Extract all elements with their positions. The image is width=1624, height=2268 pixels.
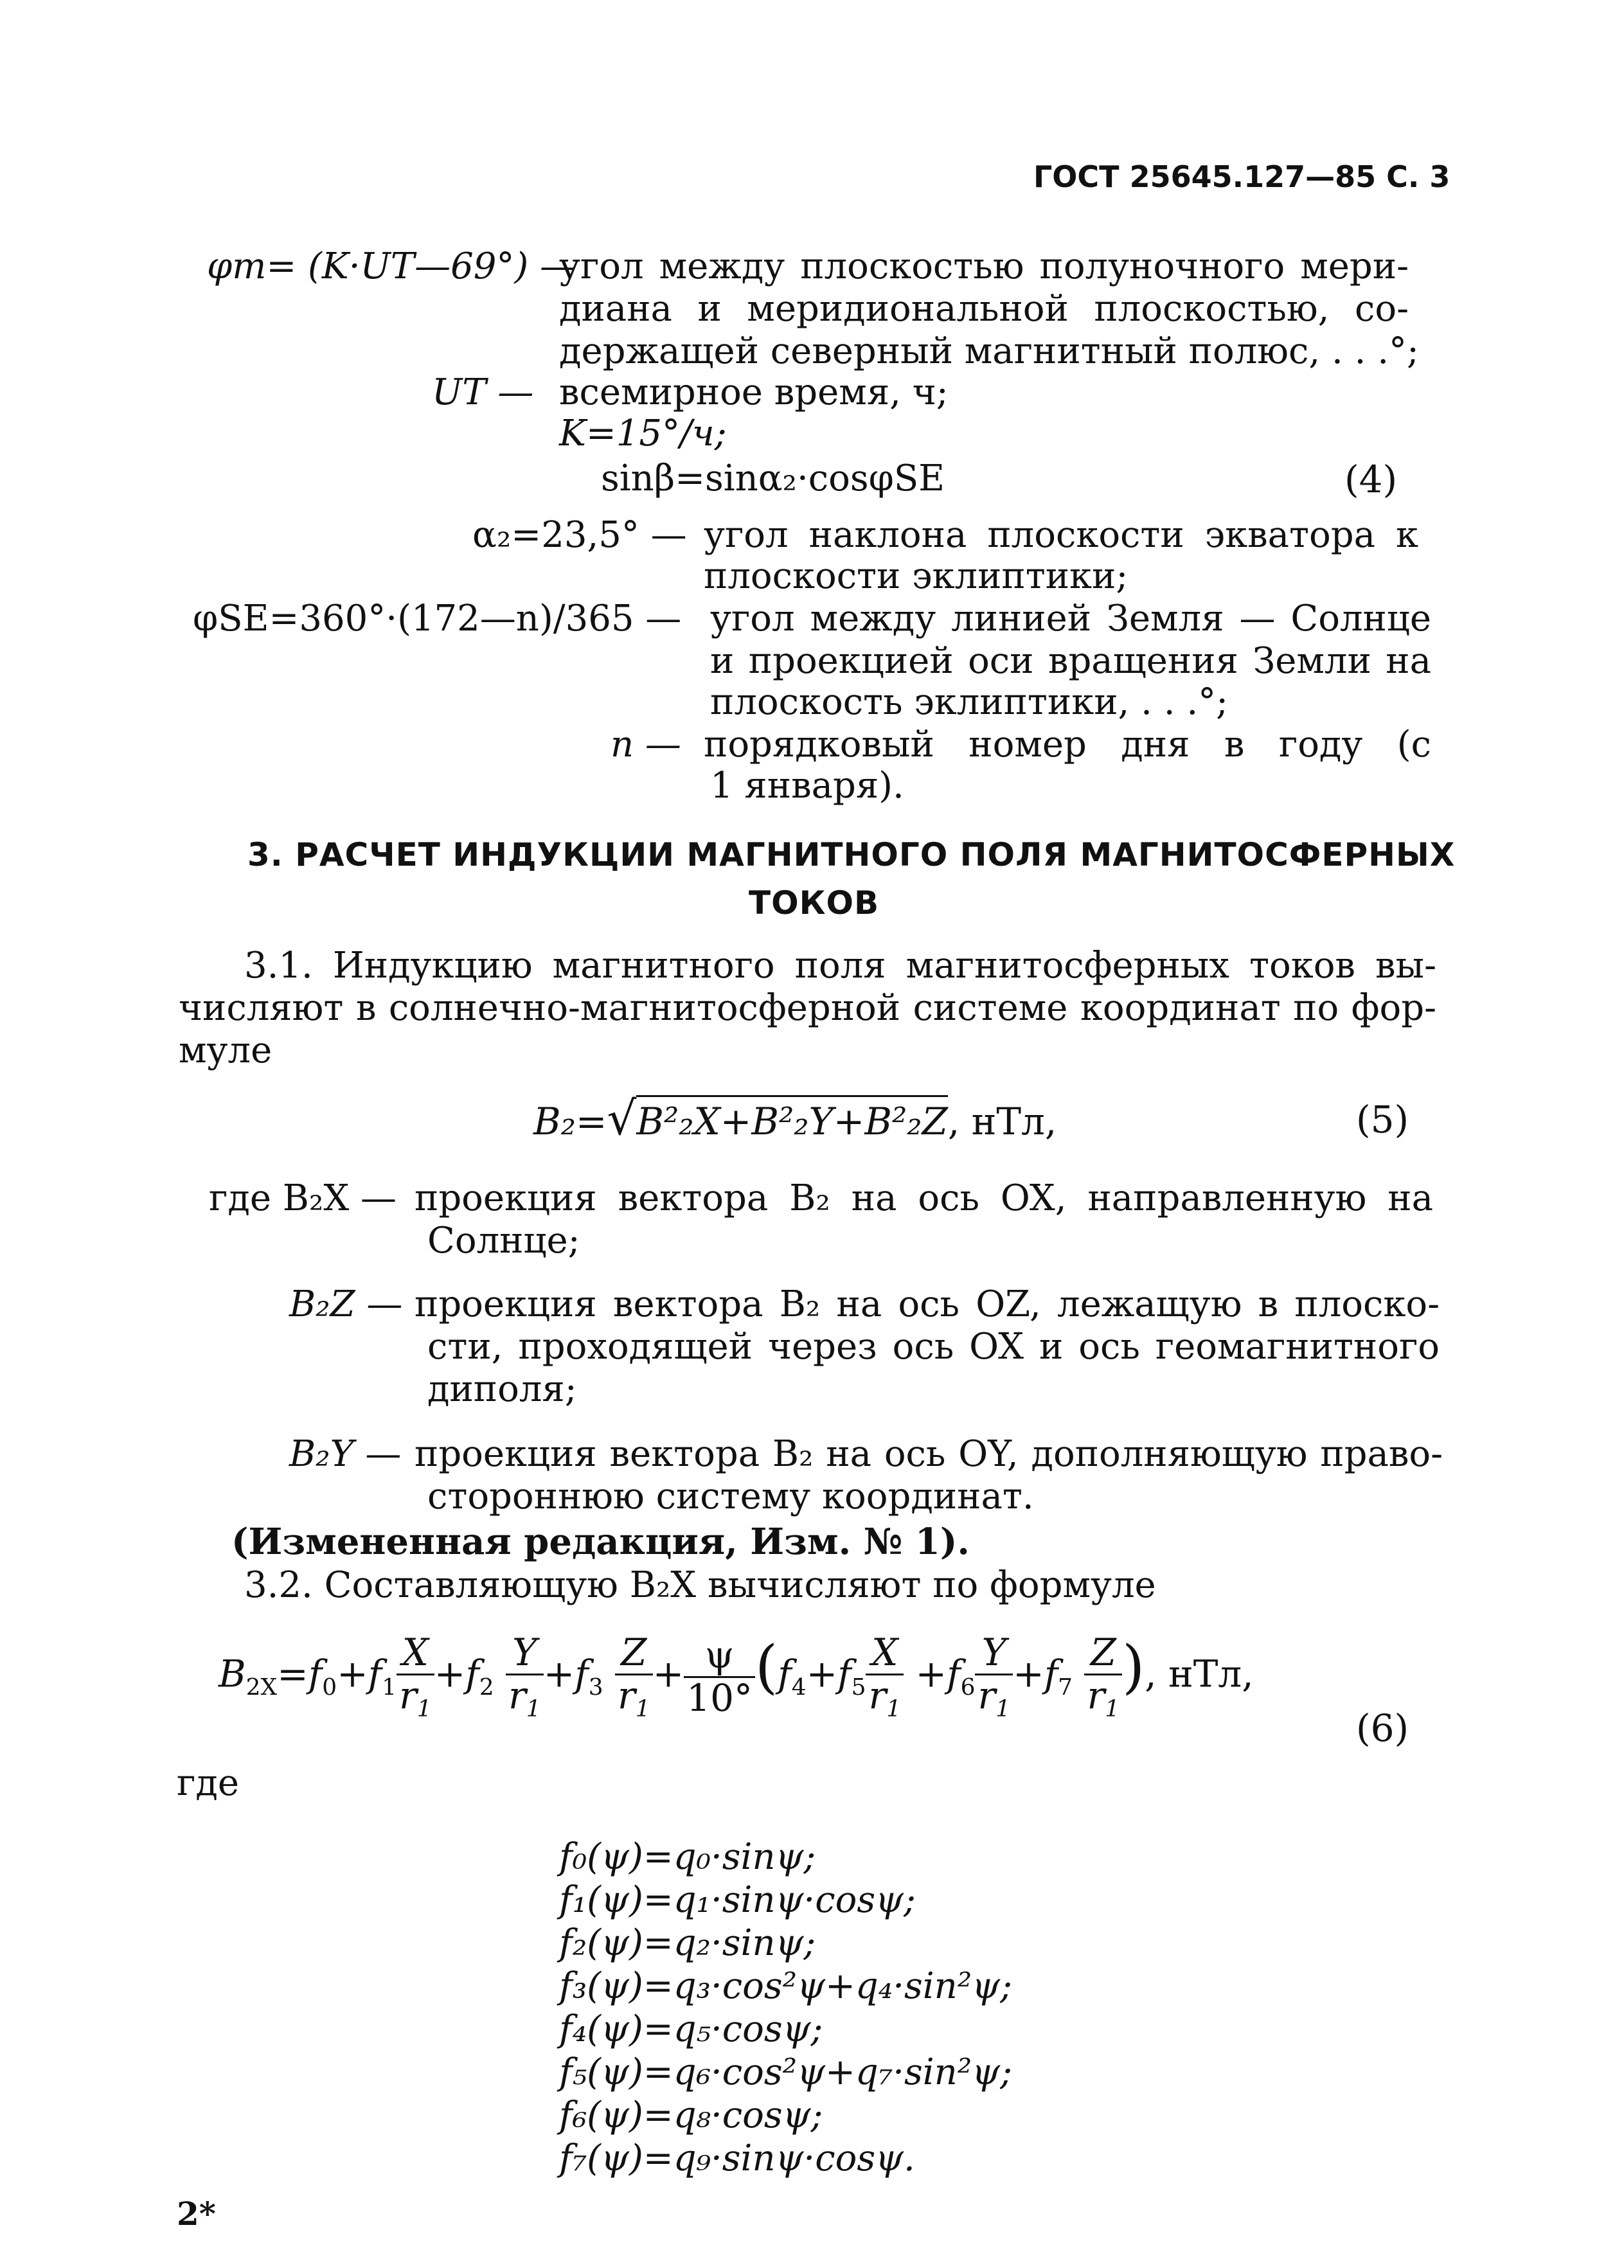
equation-5-number: (5) (1356, 1098, 1409, 1141)
eq5-unit: , нТл, (947, 1100, 1057, 1143)
para-3-1-line2: числяют в солнечно-магнитосферной системе координат по фор- (179, 987, 1436, 1029)
def-text-b2y-2: стороннюю систему координат. (427, 1476, 1034, 1517)
def-text-phise-3: плоскость эклиптики, . . .°; (710, 681, 1229, 723)
def-term-b2z: B₂Z — (289, 1283, 403, 1325)
def-text-phim-2: диана и меридиональной плоскостью, со- (559, 288, 1409, 330)
def-term-b2x: где B₂X — (209, 1177, 397, 1219)
where-label: где (177, 1762, 239, 1804)
equation-4-number: (4) (1344, 458, 1398, 501)
def-term-phise: φSE=360°·(172—n)/365 — (193, 598, 682, 639)
def-text-phim-3: держащей северный магнитный полюс, . . .°; (559, 330, 1419, 372)
def-k-value: K=15°/ч; (559, 413, 727, 454)
equation-4: sinβ=sinα₂·cosφSE (601, 458, 945, 499)
def-text-ut: всемирное время, ч; (559, 371, 949, 413)
def-text-n-2: 1 января). (710, 765, 904, 807)
eq5-lhs: B₂= (533, 1100, 607, 1143)
f-def-4: f₄(ψ)=q₅·cosψ; (559, 2008, 823, 2050)
def-text-alpha2-2: плоскости эклиптики; (704, 555, 1129, 597)
footer-mark: 2* (177, 2195, 216, 2233)
para-3-1-line1: 3.1. Индукцию магнитного поля магнитосферных токов вы- (244, 945, 1436, 987)
f-def-2: f₂(ψ)=q₂·sinψ; (559, 1922, 816, 1964)
f-def-7: f₇(ψ)=q₉·sinψ·cosψ. (559, 2138, 915, 2179)
def-text-phim-1: угол между плоскостью полуночного мери- (559, 246, 1409, 287)
f-def-0: f₀(ψ)=q₀·sinψ; (559, 1836, 816, 1878)
eq6-unit: , нТл, (1145, 1652, 1254, 1696)
def-text-b2x-2: Солнце; (427, 1220, 580, 1262)
def-text-phise-1: угол между линией Земля — Солнце (710, 598, 1431, 639)
equation-6: $B_{2X}=f_0+f_1$ $\frac{X}{r_1}$ $+f_2$ $\frac{Y}{r_1}$ $+f_3$ $\frac{Z}{r_1}$ + $\frac{\psi}{10^\circ}$ ($f_4+f_5$ $\frac{X}{r_1}$ $+f_6$ $\frac{Y}{r_1}$ $+f_7$ $\frac{Z}{r_1}$ ), нТл, (219, 1630, 1254, 1722)
section-heading-line2: ТОКОВ (749, 884, 880, 922)
def-term-ut: UT — (432, 371, 534, 413)
equation-5: B₂=√B²₂X+B²₂Y+B²₂Z, нТл, (533, 1091, 1057, 1145)
def-text-b2y-1: проекция вектора B₂ на ось OY, дополняющую право- (415, 1433, 1443, 1475)
equation-6-number: (6) (1356, 1706, 1409, 1750)
para-3-1-line3: муле (179, 1030, 272, 1071)
section-heading-line1: 3. РАСЧЕТ ИНДУКЦИИ МАГНИТНОГО ПОЛЯ МАГНИТОСФЕРНЫХ (247, 836, 1456, 873)
f-def-3: f₃(ψ)=q₃·cos²ψ+q₄·sin²ψ; (559, 1965, 1012, 2007)
def-text-n-1: порядковый номер дня в году (с (704, 724, 1431, 765)
f-def-6: f₆(ψ)=q₈·cosψ; (559, 2094, 823, 2136)
def-text-alpha2-1: угол наклона плоскости экватора к (704, 514, 1418, 556)
def-term-b2y: B₂Y — (289, 1433, 402, 1475)
para-3-2: 3.2. Составляющую B₂X вычисляют по формуле (244, 1564, 1156, 1606)
def-text-phise-2: и проекцией оси вращения Земли на (710, 640, 1431, 682)
def-text-b2x-1: проекция вектора B₂ на ось OX, направленную на (415, 1177, 1433, 1219)
f-def-1: f₁(ψ)=q₁·sinψ·cosψ; (559, 1879, 916, 1921)
def-text-b2z-2: сти, проходящей через ось OX и ось геомагнитного (427, 1326, 1440, 1368)
def-term-n: n — (611, 724, 681, 765)
def-term-phim: φm= (K·UT—69°) — (207, 246, 576, 287)
eq5-radicand: B²₂X+B²₂Y+B²₂Z (636, 1095, 947, 1143)
def-text-b2z-1: проекция вектора B₂ на ось OZ, лежащую в плоско- (415, 1283, 1440, 1325)
f-def-5: f₅(ψ)=q₆·cos²ψ+q₇·sin²ψ; (559, 2051, 1012, 2093)
amendment-note: (Измененная редакция, Изм. № 1). (231, 1521, 970, 1563)
def-term-alpha2: α₂=23,5° — (472, 514, 687, 556)
page-header: ГОСТ 25645.127—85 С. 3 (1033, 159, 1450, 194)
def-text-b2z-3: диполя; (427, 1368, 577, 1410)
